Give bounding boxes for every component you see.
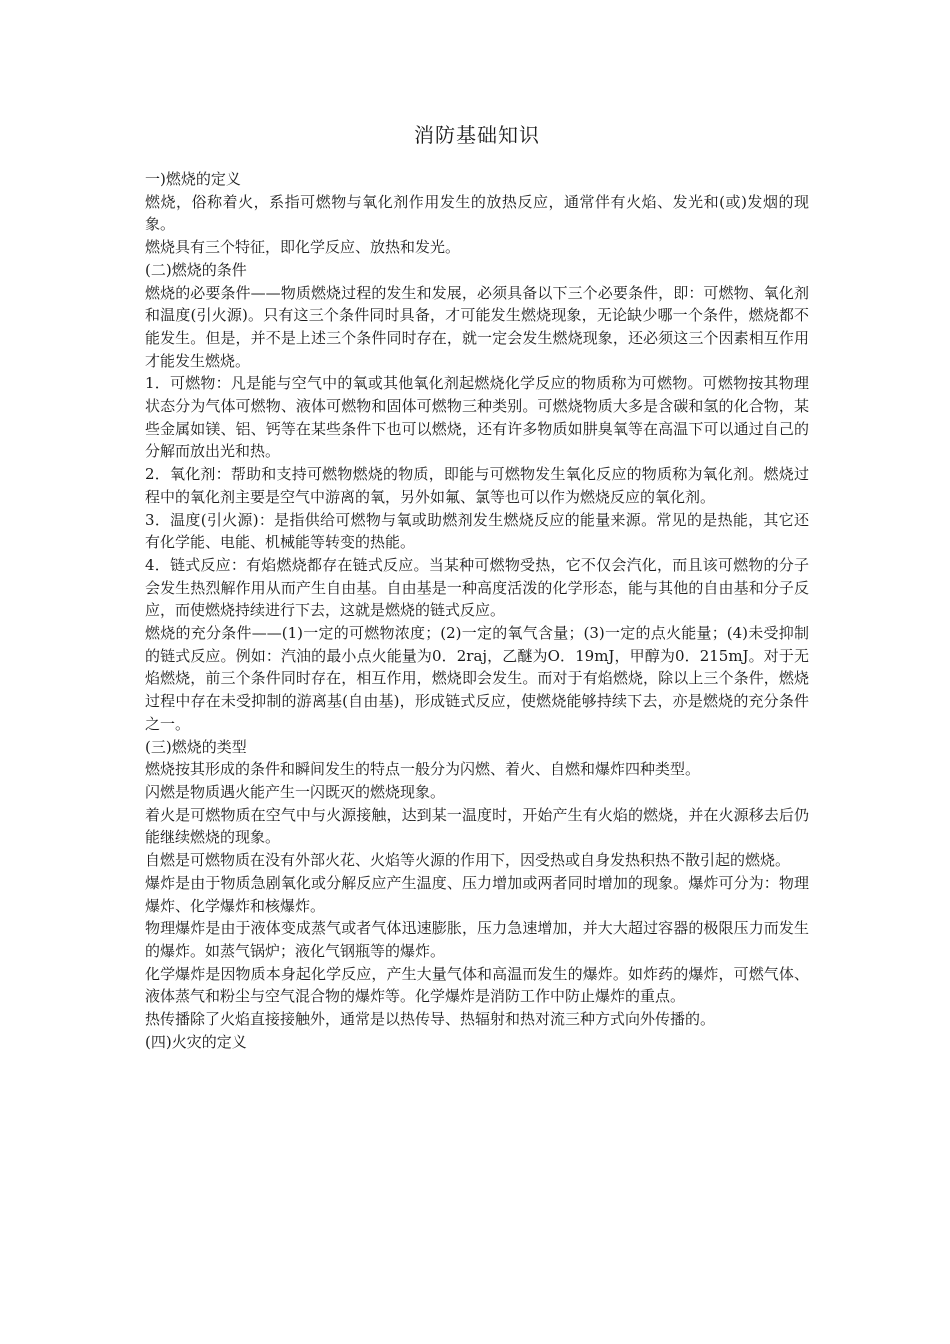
paragraph: 燃烧的充分条件——(1)一定的可燃物浓度；(2)一定的氧气含量；(3)一定的点火能量；(4)未受抑制的链式反应。例如：汽油的最小点火能量为0．2raj，乙醚为O．19mJ，甲醇为0．215mJ。对于无焰燃烧，前三个条件同时存在，相互作用，燃烧即会发生。而对于有焰燃烧，除以上三个条件，燃烧过程中存在未受抑制的游离基(自由基)，形成链式反应，使燃烧能够持续下去，亦是燃烧的充分条件之一。 — [145, 624, 809, 733]
paragraph: 物理爆炸是由于液体变成蒸气或者气体迅速膨胀，压力急速增加，并大大超过容器的极限压力而发生的爆炸。如蒸气锅炉；液化气钢瓶等的爆炸。 — [145, 919, 809, 960]
section-heading-3: (三)燃烧的类型 — [145, 737, 247, 756]
paragraph: 燃烧具有三个特征，即化学反应、放热和发光。 — [145, 238, 461, 257]
paragraph: 燃烧按其形成的条件和瞬间发生的特点一般分为闪燃、着火、自燃和爆炸四种类型。 — [145, 760, 701, 779]
paragraph: 着火是可燃物质在空气中与火源接触，达到某一温度时，开始产生有火焰的燃烧，并在火源移去后仍能继续燃烧的现象。 — [145, 805, 809, 847]
paragraph: 燃烧的必要条件——物质燃烧过程的发生和发展，必须具备以下三个必要条件，即：可燃物、氧化剂和温度(引火源)。只有这三个条件同时具备，才可能发生燃烧现象，无论缺少哪一个条件，燃烧都不能发生。但是，并不是上述三个条件同时存在，就一定会发生燃烧现象，还必须这三个因素相互作用才能发生燃烧。 — [145, 283, 809, 370]
document-body — [145, 120, 809, 1053]
section-heading-2: (二)燃烧的条件 — [145, 260, 247, 279]
paragraph: 自燃是可燃物质在没有外部火花、火焰等火源的作用下，因受热或自身发热积热不散引起的燃烧。 — [145, 851, 791, 870]
list-item-temperature: 3．温度(引火源)：是指供给可燃物与氧或助燃剂发生燃烧反应的能量来源。常见的是热能，其它还有化学能、电能、机械能等转变的热能。 — [145, 510, 809, 552]
paragraph: 化学爆炸是因物质本身起化学反应，产生大量气体和高温而发生的爆炸。如炸药的爆炸，可燃气体、液体蒸气和粉尘与空气混合物的爆炸等。化学爆炸是消防工作中防止爆炸的重点。 — [145, 964, 809, 1006]
paragraph: 热传播除了火焰直接接触外，通常是以热传导、热辐射和热对流三种方式向外传播的。 — [145, 1010, 716, 1029]
document-title: 消防基础知识 — [414, 123, 540, 147]
section-heading-1: 一)燃烧的定义 — [145, 170, 241, 188]
list-item-combustible: 1．可燃物：凡是能与空气中的氧或其他氧化剂起燃烧化学反应的物质称为可燃物。可燃物按其物理状态分为气体可燃物、液体可燃物和固体可燃物三种类别。可燃烧物质大多是含碳和氢的化合物，某些金属如镁、铝、钙等在某些条件下也可以燃烧，还有许多物质如肼臭氧等在高温下可以通过自己的分解而放出光和热。 — [145, 374, 809, 461]
list-item-oxidizer: 2．氧化剂：帮助和支持可燃物燃烧的物质，即能与可燃物发生氧化反应的物质称为氧化剂。燃烧过程中的氧化剂主要是空气中游离的氧，另外如氟、氯等也可以作为燃烧反应的氧化剂。 — [145, 465, 809, 506]
paragraph: 闪燃是物质遇火能产生一闪既灭的燃烧现象。 — [145, 782, 446, 801]
paragraph: 燃烧，俗称着火，系指可燃物与氧化剂作用发生的放热反应，通常伴有火焰、发光和(或)发烟的现象。 — [145, 192, 809, 234]
section-heading-4: (四)火灾的定义 — [145, 1032, 247, 1051]
paragraph: 爆炸是由于物质急剧氧化或分解反应产生温度、压力增加或两者同时增加的现象。爆炸可分为：物理爆炸、化学爆炸和核爆炸。 — [145, 873, 809, 915]
list-item-chain-reaction: 4．链式反应：有焰燃烧都存在链式反应。当某种可燃物受热，它不仅会汽化，而且该可燃物的分子会发生热烈解作用从而产生自由基。自由基是一种高度活泼的化学形态，能与其他的自由基和分子反应，而使燃烧持续进行下去，这就是燃烧的链式反应。 — [145, 555, 809, 620]
